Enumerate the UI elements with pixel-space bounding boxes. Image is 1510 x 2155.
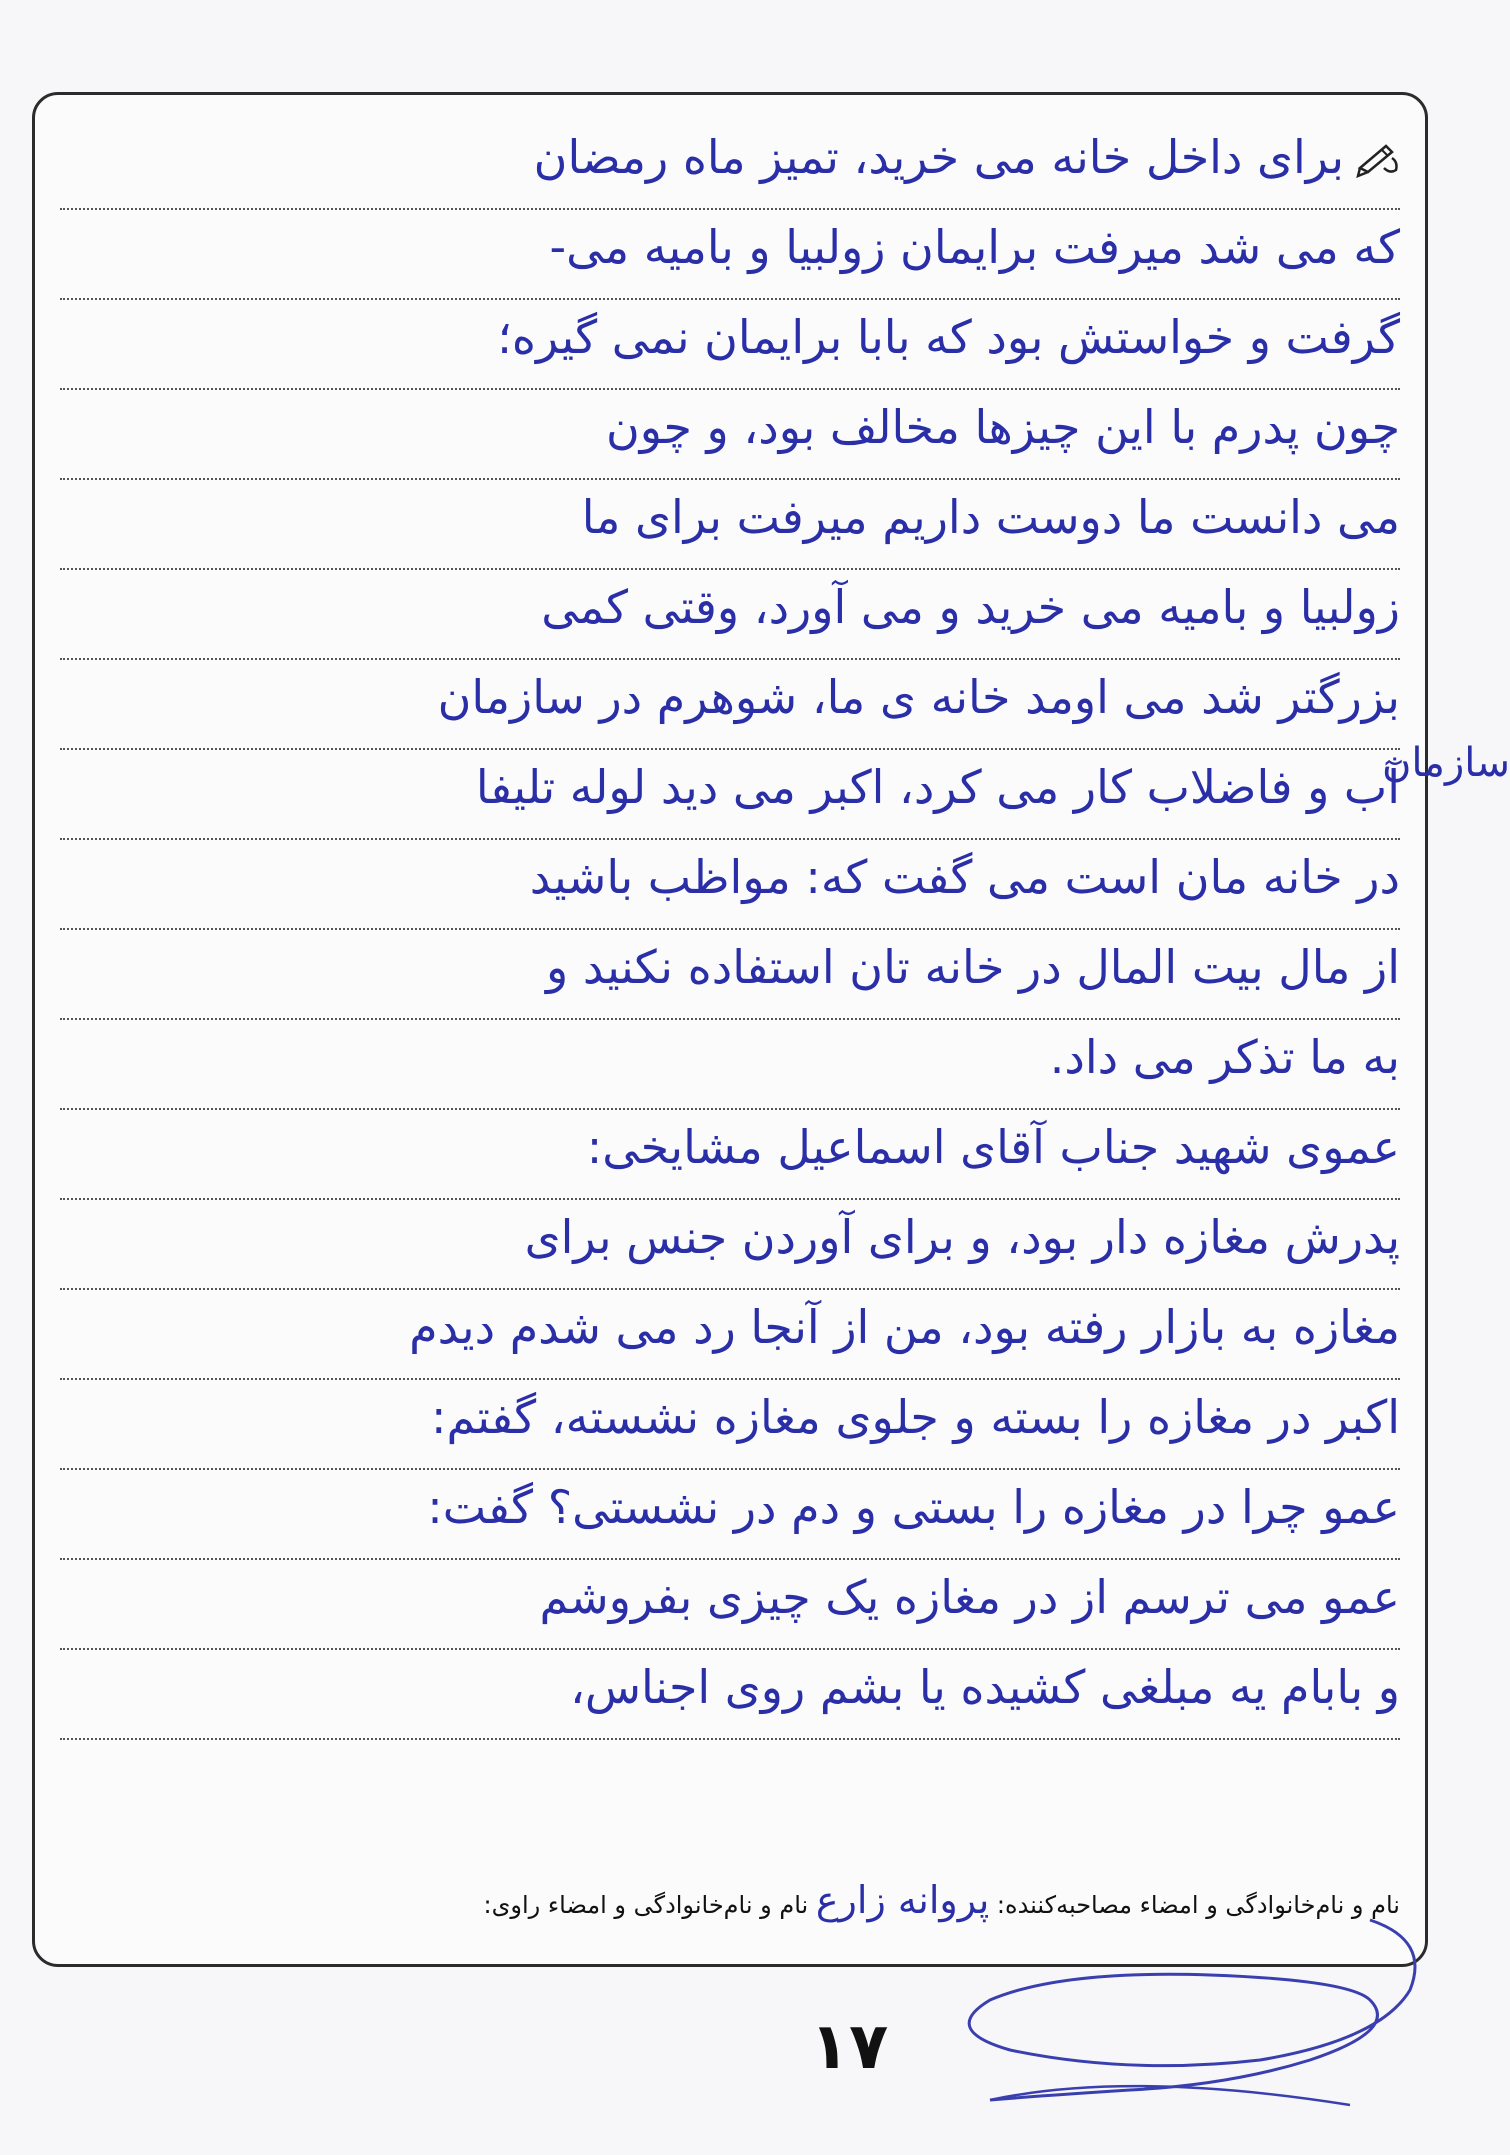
- text-line-16: [60, 1470, 1400, 1560]
- line-text: و بابام یه مبلغی کشیده یا بشم روی اجناس،: [570, 1660, 1400, 1714]
- line-text: اکبر در مغازه را بسته و جلوی مغازه نشسته، گفتم:: [430, 1390, 1400, 1444]
- text-line-9: [60, 840, 1400, 930]
- text-line-1: [60, 120, 1400, 210]
- line-text: که می شد میرفت برایمان زولبیا و بامیه می-: [549, 220, 1400, 274]
- line-text: عمو می ترسم از در مغازه یک چیزی بفروشم: [539, 1570, 1400, 1624]
- interviewer-name: پروانه زارع: [815, 1878, 990, 1922]
- line-text: زولبیا و بامیه می خرید و می آورد، وقتی کمی: [541, 580, 1400, 634]
- text-line-4: [60, 390, 1400, 480]
- line-text: می دانست ما دوست داریم میرفت برای ما: [581, 490, 1400, 544]
- line-text: از مال بیت المال در خانه تان استفاده نکنید و: [546, 940, 1400, 994]
- handwritten-signature: [930, 1900, 1450, 2120]
- line-text: گرفت و خواستش بود که بابا برایمان نمی گیره؛: [497, 310, 1400, 364]
- text-line-5: [60, 480, 1400, 570]
- text-line-12: [60, 1110, 1400, 1200]
- text-line-15: [60, 1380, 1400, 1470]
- text-line-6: [60, 570, 1400, 660]
- writing-hand-icon: [1356, 138, 1400, 178]
- text-line-11: [60, 1020, 1400, 1110]
- line-text: عمو چرا در مغازه را بستی و دم در نشستی؟ گفت:: [427, 1480, 1400, 1534]
- line-text: پدرش مغازه دار بود، و برای آوردن جنس برای: [524, 1210, 1400, 1264]
- text-line-17: [60, 1560, 1400, 1650]
- line-text: بزرگتر شد می اومد خانه ی ما، شوهرم در سازمان: [437, 670, 1400, 724]
- line-text: در خانه مان است می گفت که: مواظب باشید: [529, 850, 1400, 904]
- text-line-13: [60, 1200, 1400, 1290]
- line-text: آب و فاضلاب کار می کرد، اکبر می دید لوله تلیفا: [475, 760, 1400, 814]
- page-number: ۱۷: [810, 2010, 889, 2084]
- line-text: چون پدرم با این چیزها مخالف بود، و چون: [605, 400, 1400, 454]
- interviewer-label: نام و نام‌خانوادگی و امضاء مصاحبه‌کننده:: [996, 1891, 1400, 1919]
- text-line-3: [60, 300, 1400, 390]
- text-line-10: [60, 930, 1400, 1020]
- text-line-18: [60, 1650, 1400, 1740]
- text-line-8: [60, 750, 1400, 840]
- margin-note: سازمان: [1381, 740, 1510, 786]
- line-text: به ما تذکر می داد.: [1049, 1030, 1400, 1084]
- text-line-2: [60, 210, 1400, 300]
- line-text: مغازه به بازار رفته بود، من از آنجا رد می شدم دیدم: [409, 1300, 1400, 1354]
- text-line-7: [60, 660, 1400, 750]
- narrator-label: نام و نام‌خانوادگی و امضاء راوی:: [483, 1891, 809, 1919]
- line-text: برای داخل خانه می خرید، تمیز ماه رمضان: [533, 130, 1344, 184]
- line-text: عموی شهید جناب آقای اسماعیل مشایخی:: [586, 1120, 1400, 1174]
- text-line-14: [60, 1290, 1400, 1380]
